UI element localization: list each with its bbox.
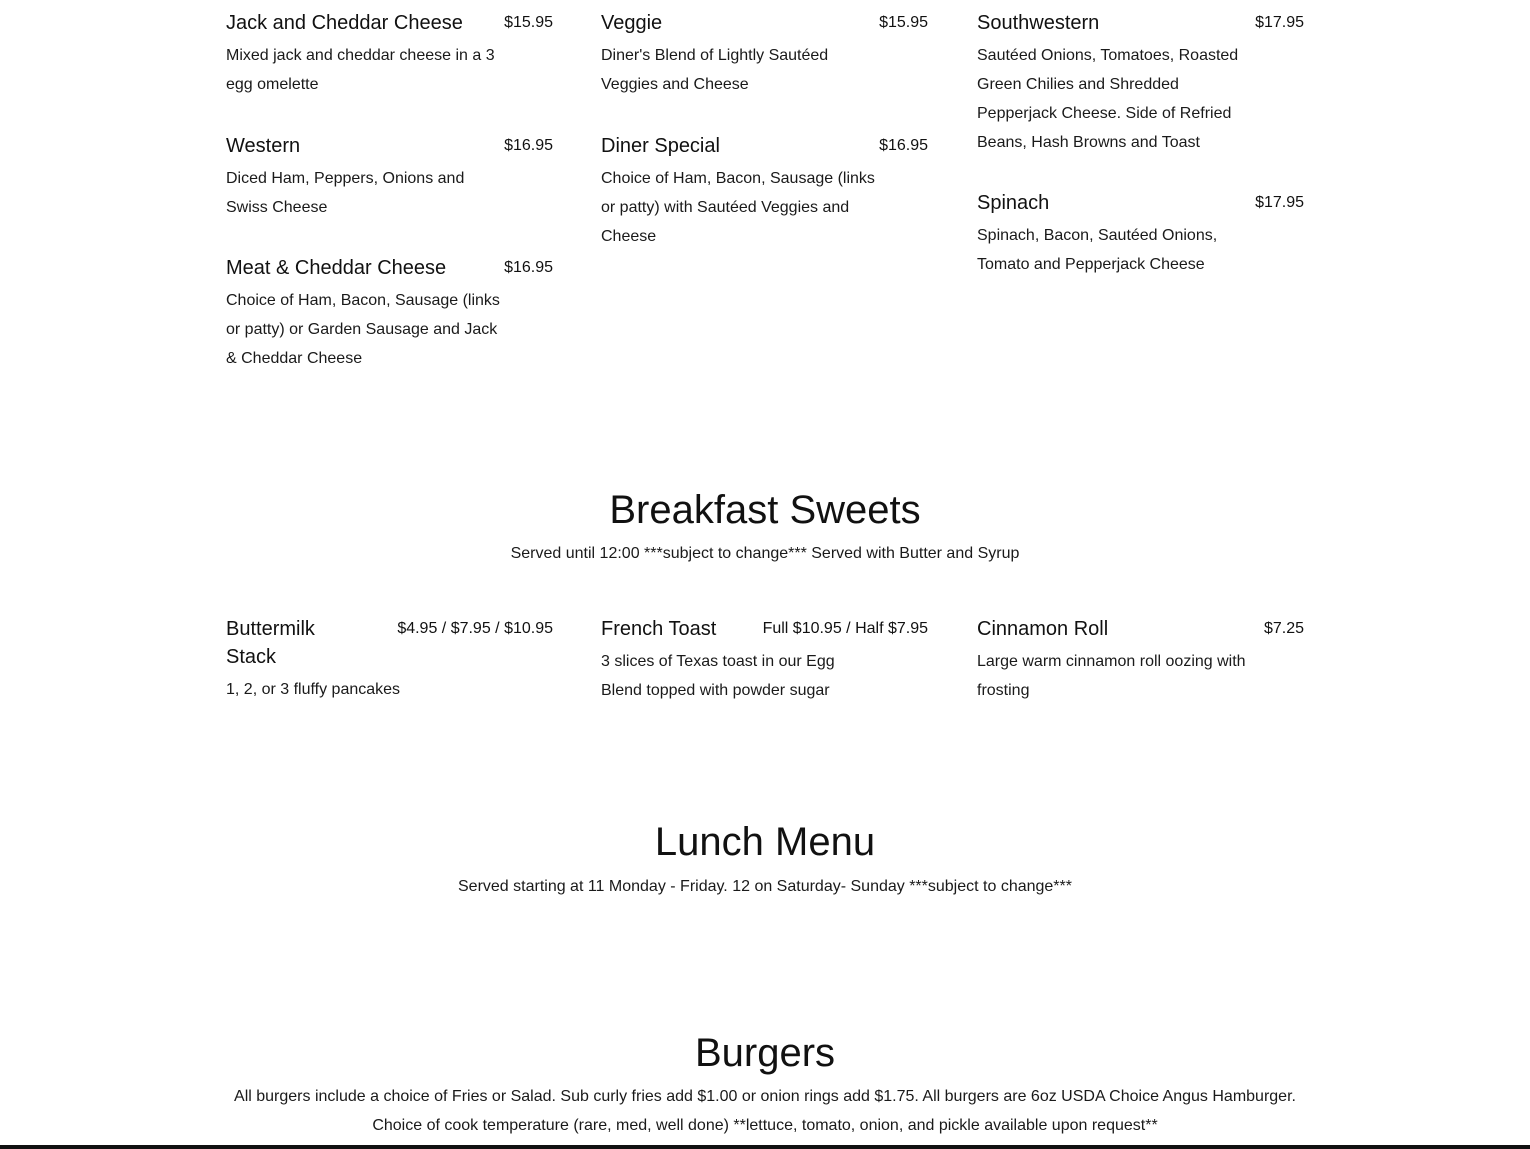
- menu-item-header: [601, 132, 928, 160]
- menu-item-price: $16.95: [504, 137, 553, 154]
- menu-item-header: [977, 9, 1304, 37]
- section-title-breakfast-sweets: Breakfast Sweets: [609, 488, 921, 532]
- menu-item: [226, 132, 553, 222]
- menu-item-price: $15.95: [879, 14, 928, 31]
- menu-item: [977, 189, 1304, 279]
- menu-item-name: Spinach: [977, 192, 1050, 214]
- menu-item-name: Cinnamon Roll: [977, 618, 1109, 640]
- menu-item-description: Spinach, Bacon, Sautéed Onions, Tomato and Pepperjack Cheese: [977, 227, 1218, 273]
- menu-item-description: Choice of Ham, Bacon, Sausage (links or patty) with Sautéed Veggies and Cheese: [601, 170, 875, 245]
- menu-item-name: Diner Special: [601, 135, 720, 157]
- menu-item-header: [226, 254, 553, 282]
- menu-item-description: 1, 2, or 3 fluffy pancakes: [226, 681, 401, 698]
- section-subtitle-breakfast-sweets: Served until 12:00 ***subject to change*** Served with Butter and Syrup: [510, 545, 1020, 562]
- menu-item-price: $7.25: [1263, 620, 1304, 637]
- menu-item-name: Meat & Cheddar Cheese: [226, 257, 447, 279]
- menu-item-description: Diner's Blend of Lightly Sautéed Veggies and Cheese: [601, 47, 829, 93]
- menu-item-description: Mixed jack and cheddar cheese in a 3 egg omelette: [226, 47, 495, 93]
- menu-item-price: $16.95: [504, 259, 553, 276]
- menu-item-description: Sautéed Onions, Tomatoes, Roasted Green Chilies and Shredded Pepperjack Cheese. Side of Refried Beans, Hash Browns and Toast: [977, 47, 1239, 151]
- menu-item-price: Full $10.95 / Half $7.95: [762, 620, 928, 637]
- menu-item-price: $15.95: [504, 14, 553, 31]
- menu-item-name: Veggie: [601, 12, 663, 34]
- menu-item: [977, 9, 1304, 157]
- menu-item-price: $17.95: [1255, 194, 1304, 211]
- menu-item: [977, 615, 1304, 705]
- menu-item-price: $16.95: [879, 137, 928, 154]
- menu-item-price: $17.95: [1255, 14, 1304, 31]
- section-subtitle-burgers-line1: All burgers include a choice of Fries or Salad. Sub curly fries add $1.00 or onion rings add $1.75. All burgers are 6oz USDA Choice Angus Hamburger.: [234, 1088, 1296, 1105]
- menu-item-description: Large warm cinnamon roll oozing with frosting: [977, 653, 1246, 699]
- menu-item-name: Jack and Cheddar Cheese: [226, 12, 463, 34]
- menu-item-header: [601, 9, 928, 37]
- bottom-divider: [0, 1145, 1530, 1149]
- section-title-burgers: Burgers: [694, 1031, 836, 1075]
- section-subtitle-lunch-menu: Served starting at 11 Monday - Friday. 12 on Saturday- Sunday ***subject to change***: [458, 878, 1072, 895]
- menu-item-name: Western: [226, 135, 301, 157]
- menu-item-description: 3 slices of Texas toast in our Egg Blend topped with powder sugar: [601, 653, 835, 699]
- menu-item-header: [977, 615, 1304, 643]
- menu-item: [601, 9, 928, 99]
- breakfast-sweets-grid: [226, 615, 1304, 715]
- menu-item: [601, 615, 928, 705]
- menu-item-name: Buttermilk Stack: [226, 618, 315, 668]
- menu-item-header: [226, 9, 553, 37]
- menu-item: [226, 615, 553, 704]
- menu-item: [226, 9, 553, 99]
- menu-item-name: Southwestern: [977, 12, 1100, 34]
- menu-item: [601, 132, 928, 251]
- section-subtitle-burgers-line2: Choice of cook temperature (rare, med, well done) **lettuce, tomato, onion, and pickle available upon request**: [372, 1117, 1158, 1134]
- section-title-lunch-menu: Lunch Menu: [654, 820, 876, 864]
- menu-item-header: [226, 615, 553, 671]
- menu-item-header: [601, 615, 928, 643]
- menu-item-description: Choice of Ham, Bacon, Sausage (links or patty) or Garden Sausage and Jack & Cheddar Cheese: [226, 292, 500, 367]
- omelette-menu-grid: [226, 0, 1304, 380]
- menu-item-name: French Toast: [601, 618, 717, 640]
- menu-item-header: [977, 189, 1304, 217]
- menu-item-header: [226, 132, 553, 160]
- menu-item: [226, 254, 553, 373]
- menu-item-description: Diced Ham, Peppers, Onions and Swiss Cheese: [226, 170, 465, 216]
- menu-item-price: $4.95 / $7.95 / $10.95: [397, 620, 553, 637]
